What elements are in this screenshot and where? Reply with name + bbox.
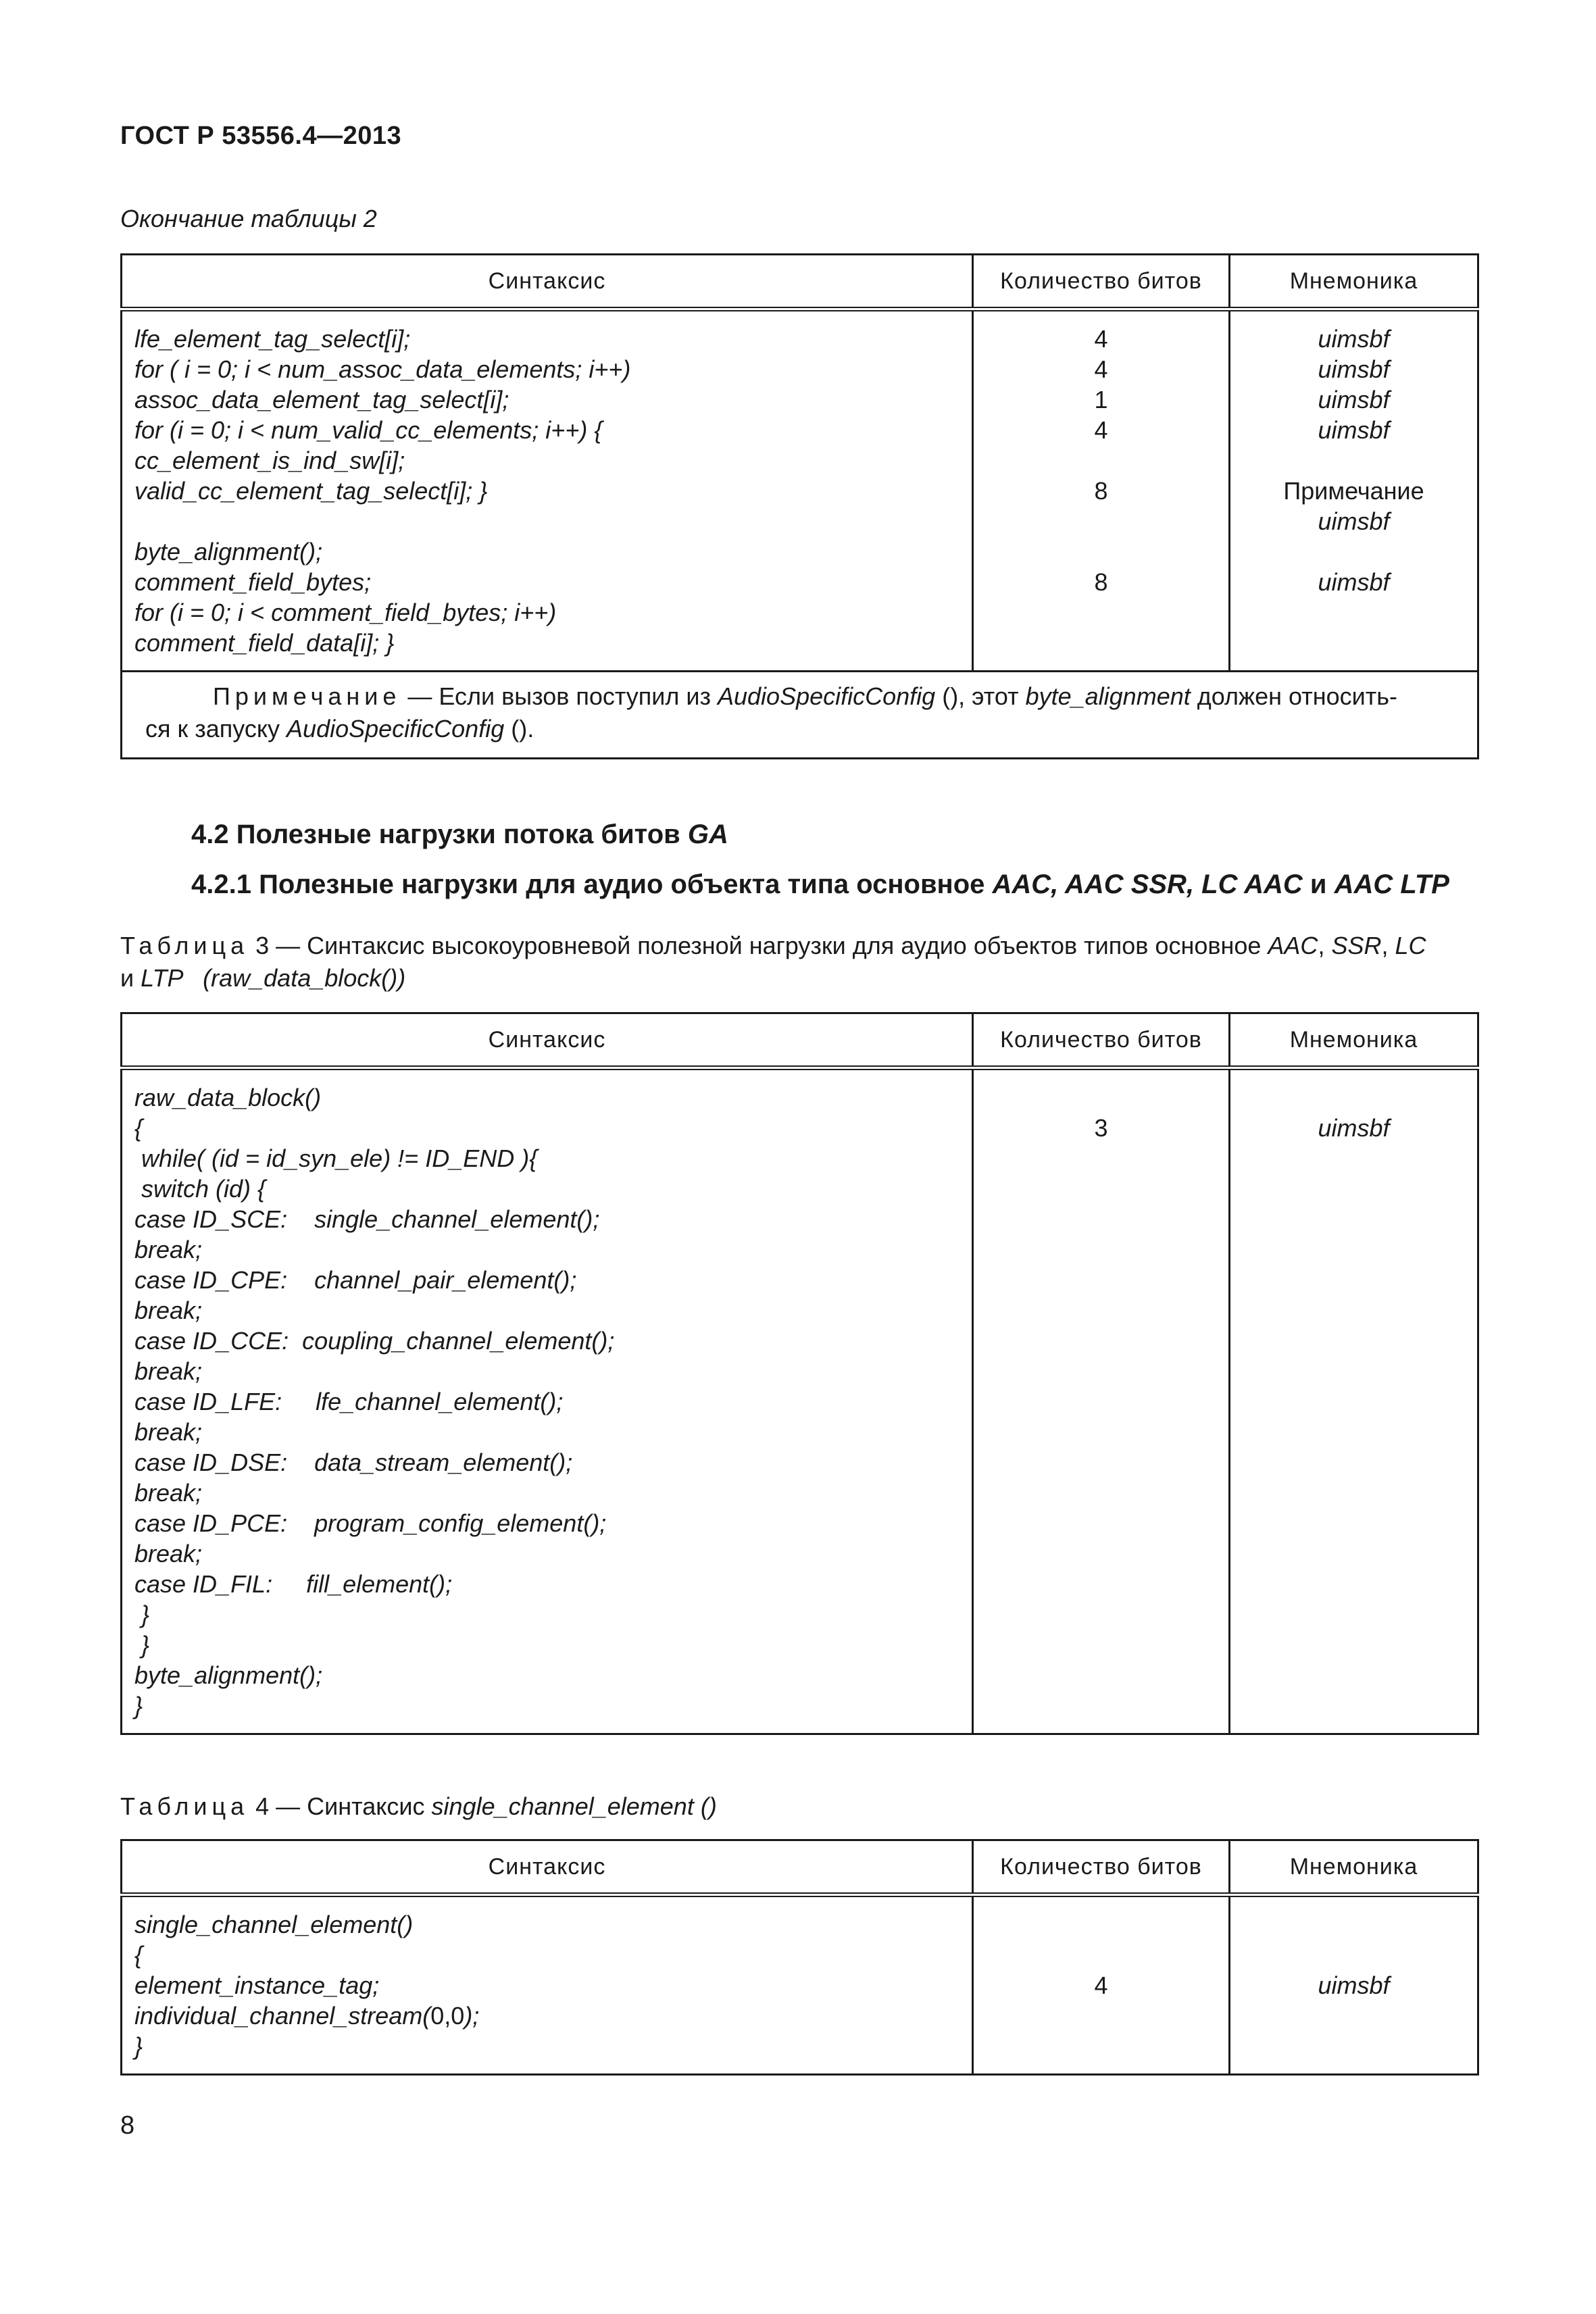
syntax-line: case ID_FIL: fill_element(); xyxy=(134,1570,453,1598)
caption-term: LTP (raw_data_block()) xyxy=(141,964,406,992)
syntax-line: { xyxy=(134,1941,143,1969)
table-note xyxy=(122,672,1478,759)
syntax-line: break; xyxy=(134,1297,203,1324)
mnemonic-value: uimsbf xyxy=(1318,355,1390,383)
caption-term: SSR xyxy=(1331,932,1382,959)
note-text-4: ся к запуску xyxy=(145,715,287,743)
mnemonic-cell xyxy=(1230,309,1478,672)
column-header-mnemonic: Мнемоника xyxy=(1230,255,1478,309)
syntax-line: { xyxy=(134,1114,143,1142)
syntax-line: } xyxy=(134,1601,150,1628)
table3 xyxy=(120,1012,1479,1735)
syntax-line: comment_field_bytes; xyxy=(134,568,372,596)
heading-term: GA xyxy=(687,820,728,849)
bits-cell xyxy=(973,1895,1230,2075)
column-header-syntax: Синтаксис xyxy=(122,1013,973,1068)
mnemonic-value xyxy=(1230,597,1477,628)
syntax-line: case ID_SCE: single_channel_element(); xyxy=(134,1205,600,1233)
syntax-line: for (i = 0; i < num_valid_cc_elements; i++) { xyxy=(134,416,603,444)
syntax-line: lfe_element_tag_select[i]; xyxy=(134,325,411,353)
syntax-line: break; xyxy=(134,1479,203,1507)
syntax-line xyxy=(134,506,972,536)
mnemonic-value xyxy=(1230,445,1477,476)
syntax-line: break; xyxy=(134,1418,203,1446)
bits-value: 4 xyxy=(1094,416,1108,444)
caption-conjunction: и xyxy=(120,964,141,992)
bits-value xyxy=(974,506,1228,536)
bits-value xyxy=(974,628,1228,658)
document-standard-id: ГОСТ Р 53556.4—2013 xyxy=(120,122,402,150)
mnemonic-cell xyxy=(1230,1068,1478,1734)
section-heading-4-2-1 xyxy=(191,870,1449,900)
table-header-row xyxy=(122,255,1478,309)
bits-value xyxy=(974,597,1228,628)
heading-term: AAC LTP xyxy=(1334,870,1449,899)
syntax-line: break; xyxy=(134,1236,203,1263)
syntax-cell xyxy=(122,309,973,672)
bits-value: 8 xyxy=(1094,477,1108,505)
bits-value: 4 xyxy=(1094,355,1108,383)
column-header-bits: Количество битов xyxy=(973,1840,1230,1895)
syntax-line: case ID_PCE: program_config_element(); xyxy=(134,1509,607,1537)
note-text-3: должен относить- xyxy=(1190,682,1397,710)
bits-value: 4 xyxy=(1094,1971,1108,1999)
note-text-5: (). xyxy=(504,715,534,743)
syntax-line: byte_alignment(); xyxy=(134,1661,323,1689)
mnemonic-value: uimsbf xyxy=(1318,386,1390,413)
syntax-fragment: individual_channel_stream( xyxy=(134,2002,431,2030)
column-header-bits: Количество битов xyxy=(973,1013,1230,1068)
syntax-line: for ( i = 0; i < num_assoc_data_elements; i++) xyxy=(134,355,631,383)
syntax-line: break; xyxy=(134,1540,203,1567)
heading-text: 4.2.1 Полезные нагрузки для аудио объекта типа основное xyxy=(191,870,993,899)
column-header-bits: Количество битов xyxy=(973,255,1230,309)
syntax-line: } xyxy=(134,1692,143,1719)
table4-caption xyxy=(120,1790,1478,1823)
syntax-line: switch (id) { xyxy=(134,1175,266,1203)
syntax-line: break; xyxy=(134,1357,203,1385)
table-row xyxy=(122,309,1478,672)
syntax-line: raw_data_block() xyxy=(134,1084,322,1111)
bits-value: 4 xyxy=(1094,325,1108,353)
mnemonic-cell xyxy=(1230,1895,1478,2075)
note-text-2: (), этот xyxy=(935,682,1026,710)
syntax-line: case ID_LFE: lfe_channel_element(); xyxy=(134,1388,564,1415)
note-text-1: — Если вызов поступил из xyxy=(401,682,718,710)
syntax-line: assoc_data_element_tag_select[i]; xyxy=(134,386,509,413)
table3-caption xyxy=(120,930,1478,995)
column-header-mnemonic: Мнемоника xyxy=(1230,1013,1478,1068)
column-header-syntax: Синтаксис xyxy=(122,1840,973,1895)
note-row xyxy=(122,672,1478,759)
mnemonic-value: uimsbf xyxy=(1318,416,1390,444)
syntax-line: single_channel_element() xyxy=(134,1911,414,1938)
section-heading-4-2 xyxy=(191,820,728,850)
bits-cell xyxy=(973,1068,1230,1734)
caption-text: 4 — Синтаксис xyxy=(249,1792,432,1820)
bits-cell xyxy=(973,309,1230,672)
syntax-line: for (i = 0; i < comment_field_bytes; i++) xyxy=(134,599,557,626)
bits-value: 3 xyxy=(1094,1114,1108,1142)
syntax-line: } xyxy=(134,2032,143,2060)
caption-term: single_channel_element () xyxy=(431,1792,717,1820)
heading-conjunction: и xyxy=(1302,870,1335,899)
mnemonic-value xyxy=(1230,536,1477,567)
syntax-cell xyxy=(122,1895,973,2075)
caption-label: Таблица xyxy=(120,1792,249,1820)
syntax-fragment: ); xyxy=(464,2002,480,2030)
caption-separator: , xyxy=(1381,932,1395,959)
syntax-line xyxy=(134,2001,972,2031)
table-row xyxy=(122,1895,1478,2075)
syntax-line: valid_cc_element_tag_select[i]; } xyxy=(134,477,488,505)
mnemonic-value: uimsbf xyxy=(1318,1114,1390,1142)
note-term-2: byte_alignment xyxy=(1025,682,1191,710)
bits-value xyxy=(974,536,1228,567)
mnemonic-value: uimsbf xyxy=(1318,325,1390,353)
mnemonic-value: Примечание xyxy=(1283,477,1424,505)
syntax-line: element_instance_tag; xyxy=(134,1971,380,1999)
bits-value xyxy=(974,445,1228,476)
table-header-row xyxy=(122,1013,1478,1068)
caption-label: Таблица xyxy=(120,932,249,959)
syntax-cell xyxy=(122,1068,973,1734)
table2-end-caption: Окончание таблицы 2 xyxy=(120,205,377,232)
syntax-line: while( (id = id_syn_ele) != ID_END ){ xyxy=(134,1145,538,1172)
column-header-syntax: Синтаксис xyxy=(122,255,973,309)
syntax-line: } xyxy=(134,1631,150,1659)
page-number: 8 xyxy=(120,2111,135,2140)
caption-separator: , xyxy=(1318,932,1332,959)
bits-value: 8 xyxy=(1094,568,1108,596)
caption-term: AAC xyxy=(1268,932,1318,959)
syntax-line: cc_element_is_ind_sw[i]; xyxy=(134,447,405,474)
mnemonic-value: uimsbf xyxy=(1318,507,1390,535)
bits-value: 1 xyxy=(1094,386,1108,413)
syntax-line: case ID_CPE: channel_pair_element(); xyxy=(134,1266,577,1294)
table-header-row xyxy=(122,1840,1478,1895)
note-label: Примечание xyxy=(213,682,401,710)
syntax-line: case ID_DSE: data_stream_element(); xyxy=(134,1449,573,1476)
heading-text: 4.2 Полезные нагрузки потока битов xyxy=(191,820,688,849)
table2-end xyxy=(120,253,1479,759)
caption-text: 3 — Синтаксис высокоуровневой полезной нагрузки для аудио объектов типов основное xyxy=(249,932,1268,959)
mnemonic-value xyxy=(1230,628,1477,658)
heading-term: AAC, AAC SSR, LC AAC xyxy=(992,870,1303,899)
mnemonic-value: uimsbf xyxy=(1318,568,1390,596)
syntax-line: byte_alignment(); xyxy=(134,538,323,565)
note-term-1: AudioSpecificConfig xyxy=(718,682,936,710)
syntax-fragment: 0,0 xyxy=(430,2002,465,2030)
table-row xyxy=(122,1068,1478,1734)
note-term-3: AudioSpecificConfig xyxy=(286,715,505,743)
caption-term: LC xyxy=(1395,932,1426,959)
syntax-line: comment_field_data[i]; } xyxy=(134,629,395,657)
syntax-line: case ID_CCE: coupling_channel_element(); xyxy=(134,1327,615,1355)
column-header-mnemonic: Мнемоника xyxy=(1230,1840,1478,1895)
table4 xyxy=(120,1839,1479,2076)
mnemonic-value: uimsbf xyxy=(1318,1971,1390,1999)
